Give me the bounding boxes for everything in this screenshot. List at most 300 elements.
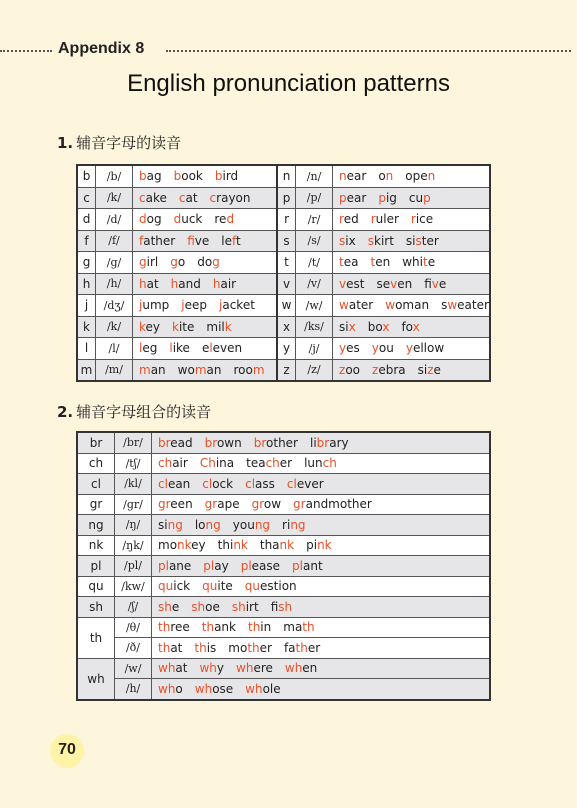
word — [372, 363, 406, 377]
word — [158, 641, 182, 655]
examples-cell — [133, 295, 278, 317]
highlighted-letters: k — [139, 319, 146, 334]
combination-row — [77, 494, 490, 515]
word-part: oo — [345, 362, 361, 377]
word-part: an — [206, 362, 222, 377]
section-2-number: 2. — [57, 403, 74, 421]
phoneme-cell: /r/ — [296, 209, 333, 231]
highlighted-letters: cl — [158, 476, 168, 491]
word-part: en — [397, 276, 413, 291]
word-part: ag — [146, 169, 162, 184]
word-part: ick — [173, 579, 191, 594]
highlighted-letters: wh — [236, 661, 254, 676]
word-part: en — [302, 661, 318, 676]
section-1-title: 辅音字母的读音 — [76, 134, 182, 152]
word — [214, 212, 234, 226]
word — [205, 497, 240, 511]
phoneme-cell: /θ/ — [115, 617, 152, 638]
word — [158, 538, 206, 552]
word — [139, 320, 160, 334]
highlighted-letters: l — [209, 341, 213, 356]
word-part: air — [172, 456, 188, 471]
word-part: ice — [415, 212, 434, 227]
highlighted-letters: b — [214, 169, 223, 184]
word — [245, 682, 280, 696]
word — [158, 559, 191, 573]
examples-cell — [333, 187, 490, 209]
letter-cell: p — [277, 187, 296, 209]
word-part: uck — [181, 212, 203, 227]
highlighted-letters: h — [170, 276, 179, 291]
consonant-row — [77, 165, 490, 187]
combination-cell: br — [77, 432, 115, 453]
examples-cell — [333, 273, 490, 295]
word-part: ree — [170, 620, 190, 635]
highlighted-letters: br — [204, 435, 217, 450]
word-part: lun — [304, 456, 323, 471]
word-part: irl — [146, 255, 159, 270]
highlighted-letters: wh — [194, 681, 213, 696]
combination-cell: nk — [77, 535, 115, 556]
word — [194, 641, 216, 655]
word-part: ite — [178, 319, 195, 334]
word — [158, 682, 183, 696]
combination-cell: ng — [77, 515, 115, 536]
highlighted-letters: th — [247, 620, 261, 635]
examples-cell — [152, 515, 491, 536]
combination-row — [77, 432, 490, 453]
highlighted-letters: wh — [245, 681, 263, 696]
highlighted-letters: g — [170, 255, 178, 270]
word-part: ite — [217, 579, 233, 594]
word — [376, 277, 412, 291]
highlighted-letters: sh — [278, 599, 293, 614]
highlighted-letters: k — [224, 319, 232, 334]
highlighted-letters: ch — [322, 456, 337, 471]
word-part: o — [378, 169, 386, 184]
highlighted-letters: t — [339, 255, 344, 270]
word-part: you — [232, 517, 255, 532]
section-2-title: 辅音字母组合的读音 — [76, 403, 212, 421]
word-part: re — [214, 212, 227, 227]
letter-cell: d — [77, 209, 96, 231]
highlighted-letters: d — [139, 212, 147, 227]
examples-cell — [152, 453, 491, 474]
word — [385, 298, 429, 312]
word — [139, 234, 175, 248]
phoneme-cell: /s/ — [296, 230, 333, 252]
highlighted-letters: th — [201, 620, 215, 635]
highlighted-letters: x — [382, 319, 390, 334]
word-part: es — [346, 341, 360, 356]
combination-row — [77, 617, 490, 638]
word — [139, 169, 162, 183]
highlighted-letters: nk — [177, 538, 192, 553]
word-part: si — [339, 319, 349, 334]
word-part: s — [441, 298, 448, 313]
word-part: roo — [233, 362, 253, 377]
word — [179, 191, 198, 205]
phoneme-cell: /ŋk/ — [115, 535, 152, 556]
letter-cell: r — [277, 209, 296, 231]
word — [378, 169, 393, 183]
word — [236, 661, 273, 675]
examples-cell — [152, 556, 491, 577]
combination-cell: gr — [77, 494, 115, 515]
highlighted-letters: sh — [191, 599, 206, 614]
phoneme-cell: /h/ — [115, 679, 152, 700]
examples-cell — [133, 230, 278, 252]
highlighted-letters: b — [139, 169, 147, 184]
word-part: and — [178, 276, 201, 291]
word — [158, 620, 190, 634]
word — [213, 277, 236, 291]
examples-cell — [333, 209, 490, 231]
phoneme-cell: /ks/ — [296, 316, 333, 338]
appendix-header — [0, 40, 577, 60]
word — [368, 234, 394, 248]
word-part: o — [175, 681, 183, 696]
word-part: fi — [424, 276, 432, 291]
consonant-row — [77, 209, 490, 231]
highlighted-letters: pl — [158, 558, 169, 573]
word — [371, 212, 399, 226]
word-part: ellow — [412, 341, 445, 356]
word — [292, 559, 323, 573]
word — [372, 341, 394, 355]
highlighted-letters: w — [339, 298, 349, 313]
word — [219, 298, 255, 312]
highlighted-letters: s — [367, 233, 374, 248]
combination-row — [77, 658, 490, 679]
word-part: t — [236, 233, 241, 248]
word-part: ig — [385, 190, 397, 205]
highlighted-letters: n — [427, 169, 436, 184]
highlighted-letters: l — [139, 341, 143, 356]
word-part: thi — [217, 538, 234, 553]
phoneme-cell: /j/ — [296, 338, 333, 360]
word — [174, 169, 203, 183]
letter-cell: v — [277, 273, 296, 295]
word — [191, 600, 220, 614]
word-part: li — [309, 435, 317, 450]
word-part: e — [433, 362, 441, 377]
word — [228, 641, 272, 655]
word — [178, 363, 222, 377]
word — [310, 436, 349, 450]
highlighted-letters: t — [422, 255, 428, 270]
word-part: ou — [378, 341, 394, 356]
combination-row — [77, 556, 490, 577]
word-part: other — [266, 435, 298, 450]
word — [409, 191, 431, 205]
word-part: en — [375, 255, 391, 270]
word-part: fa — [283, 640, 296, 655]
highlighted-letters: Ch — [199, 456, 216, 471]
highlighted-letters: th — [194, 640, 207, 655]
highlighted-letters: g — [212, 255, 220, 270]
word-part: irt — [245, 599, 259, 614]
examples-cell — [333, 230, 490, 252]
highlighted-letters: y — [339, 341, 347, 356]
word — [402, 255, 435, 269]
phoneme-cell: /g/ — [96, 252, 133, 274]
word-part: e — [171, 599, 180, 614]
word-part: pi — [306, 538, 318, 553]
word — [283, 620, 314, 634]
word — [139, 298, 169, 312]
word-part: ike — [172, 341, 190, 356]
word — [282, 518, 306, 532]
letter-cell: y — [277, 338, 296, 360]
highlighted-letters: y — [405, 341, 413, 356]
highlighted-letters: th — [158, 620, 171, 635]
word — [252, 497, 281, 511]
highlighted-letters: m — [139, 362, 151, 377]
header-dots-left — [0, 50, 52, 52]
highlighted-letters: wh — [158, 681, 176, 696]
consonant-row — [77, 338, 490, 360]
highlighted-letters: qu — [244, 579, 261, 594]
examples-cell — [152, 474, 491, 495]
examples-cell — [133, 165, 278, 187]
word — [203, 559, 228, 573]
word-part: mil — [206, 319, 225, 334]
highlighted-letters: d — [173, 212, 182, 227]
letter-cell: h — [77, 273, 96, 295]
page-number: 70 — [58, 741, 76, 758]
word-part: ead — [170, 435, 193, 450]
combination-cell: th — [77, 617, 115, 658]
letter-cell: b — [77, 165, 96, 187]
phoneme-cell: /dʒ/ — [96, 295, 133, 317]
highlighted-letters: cl — [202, 476, 213, 491]
phoneme-cell: /k/ — [96, 187, 133, 209]
word — [245, 579, 297, 593]
highlighted-letters: qu — [158, 579, 174, 594]
phoneme-cell: /p/ — [296, 187, 333, 209]
combination-row — [77, 638, 490, 659]
highlighted-letters: th — [295, 640, 308, 655]
section-2-heading — [57, 401, 211, 422]
word-part: ump — [142, 298, 170, 313]
highlighted-letters: f — [231, 233, 236, 248]
word-part: e — [201, 341, 210, 356]
examples-cell — [133, 209, 278, 231]
word-part: ake — [145, 190, 167, 205]
word-part: ean — [167, 476, 191, 491]
word — [232, 600, 259, 614]
examples-cell — [133, 273, 278, 295]
phoneme-cell: /w/ — [115, 658, 152, 679]
highlighted-letters: h — [212, 276, 221, 291]
word — [248, 620, 271, 634]
highlighted-letters: ng — [254, 517, 271, 532]
word-part: uler — [375, 212, 399, 227]
word-part: ane — [168, 558, 192, 573]
word — [139, 363, 166, 377]
page-number-badge — [50, 734, 84, 768]
combination-cell: cl — [77, 474, 115, 495]
word-part: er — [279, 456, 293, 471]
word — [158, 600, 179, 614]
word — [158, 497, 193, 511]
highlighted-letters: wh — [158, 661, 176, 676]
word — [339, 277, 364, 291]
highlighted-letters: s — [339, 233, 346, 248]
consonant-row — [77, 295, 490, 317]
phoneme-cell: /z/ — [296, 359, 333, 381]
word — [285, 661, 317, 675]
examples-cell — [152, 494, 491, 515]
word-part: at — [146, 276, 159, 291]
word-part: even — [212, 341, 243, 356]
examples-cell — [152, 597, 491, 618]
word — [339, 320, 356, 334]
highlighted-letters: cl — [286, 476, 297, 491]
word-part: ow — [263, 497, 282, 512]
word-part: in — [260, 620, 272, 635]
word-part: at — [175, 661, 188, 676]
combination-table — [76, 431, 491, 701]
letter-cell: c — [77, 187, 96, 209]
phoneme-cell: /m/ — [96, 359, 133, 381]
word — [187, 234, 209, 248]
highlighted-letters: v — [339, 276, 347, 291]
letter-cell: j — [77, 295, 96, 317]
letter-cell: g — [77, 252, 96, 274]
word-part: ive — [194, 233, 210, 248]
highlighted-letters: s — [415, 233, 422, 248]
highlighted-letters: c — [209, 190, 217, 205]
word-part: lo — [194, 517, 206, 532]
highlighted-letters: pl — [203, 558, 215, 573]
combination-cell: ch — [77, 453, 115, 474]
word — [339, 191, 366, 205]
word-part: le — [221, 233, 232, 248]
highlighted-letters: gr — [158, 497, 171, 512]
highlighted-letters: br — [253, 435, 267, 450]
highlighted-letters: v — [390, 276, 398, 291]
word-part: ea — [343, 255, 359, 270]
highlighted-letters: t — [370, 255, 376, 270]
highlighted-letters: c — [139, 190, 146, 205]
word — [170, 255, 185, 269]
word — [206, 320, 231, 334]
highlighted-letters: nk — [279, 538, 295, 553]
phoneme-cell: /v/ — [296, 273, 333, 295]
highlighted-letters: f — [187, 233, 195, 248]
word — [139, 341, 157, 355]
letter-cell: s — [277, 230, 296, 252]
word-part: cu — [408, 190, 424, 205]
word-part: an — [150, 362, 166, 377]
highlighted-letters: wh — [284, 661, 303, 676]
word-part: ape — [217, 497, 240, 512]
highlighted-letters: gr — [204, 497, 218, 512]
word-part: ina — [215, 456, 235, 471]
phoneme-cell: /t/ — [296, 252, 333, 274]
highlighted-letters: z — [339, 362, 346, 377]
word — [139, 212, 162, 226]
phoneme-cell: /pl/ — [115, 556, 152, 577]
highlighted-letters: h — [139, 276, 147, 291]
word-part: at — [170, 640, 183, 655]
word-part: fi — [270, 599, 279, 614]
combination-row — [77, 515, 490, 536]
word-part: ird — [222, 169, 239, 184]
section-1-number: 1. — [57, 134, 74, 152]
letter-cell: m — [77, 359, 96, 381]
combination-cell: qu — [77, 576, 115, 597]
examples-cell — [152, 638, 491, 659]
highlighted-letters: th — [247, 640, 260, 655]
word-part: ter — [421, 233, 439, 248]
word-part: ri — [282, 517, 291, 532]
consonant-row — [77, 230, 490, 252]
word-part: e — [427, 255, 436, 270]
word — [284, 641, 320, 655]
word-part: oe — [205, 599, 220, 614]
highlighted-letters: cl — [245, 476, 256, 491]
word — [174, 212, 203, 226]
word — [441, 298, 489, 312]
word — [210, 191, 251, 205]
phoneme-cell: /ŋ/ — [115, 515, 152, 536]
highlighted-letters: m — [194, 362, 207, 377]
examples-cell — [333, 252, 490, 274]
phoneme-cell: /br/ — [115, 432, 152, 453]
word — [202, 341, 242, 355]
highlighted-letters: b — [173, 169, 182, 184]
highlighted-letters: r — [410, 212, 416, 227]
word-part: air — [220, 276, 237, 291]
highlighted-letters: w — [447, 298, 458, 313]
highlighted-letters: nk — [233, 538, 248, 553]
word — [218, 538, 248, 552]
phoneme-cell: /ð/ — [115, 638, 152, 659]
word — [197, 255, 220, 269]
consonant-row — [77, 187, 490, 209]
examples-cell — [133, 252, 278, 274]
word — [241, 559, 280, 573]
word — [172, 320, 194, 334]
phoneme-cell: /tʃ/ — [115, 453, 152, 474]
highlighted-letters: f — [139, 233, 144, 248]
letter-cell: x — [277, 316, 296, 338]
word — [158, 579, 190, 593]
word-part: e — [438, 276, 447, 291]
word — [233, 518, 270, 532]
word-part: ma — [283, 620, 303, 635]
combination-row — [77, 474, 490, 495]
word — [205, 436, 242, 450]
highlighted-letters: w — [385, 298, 396, 313]
word-part: do — [197, 255, 213, 270]
word-part: whi — [402, 255, 423, 270]
word-part: ey — [191, 538, 206, 553]
highlighted-letters: v — [431, 276, 439, 291]
highlighted-letters: pl — [240, 558, 252, 573]
highlighted-letters: k — [172, 319, 179, 334]
word-part: ease — [251, 558, 281, 573]
examples-cell — [133, 338, 278, 360]
examples-cell — [133, 359, 278, 381]
word-part: acket — [222, 298, 255, 313]
word-part: ass — [255, 476, 275, 491]
word-part: own — [216, 435, 242, 450]
word-part: tea — [246, 456, 266, 471]
